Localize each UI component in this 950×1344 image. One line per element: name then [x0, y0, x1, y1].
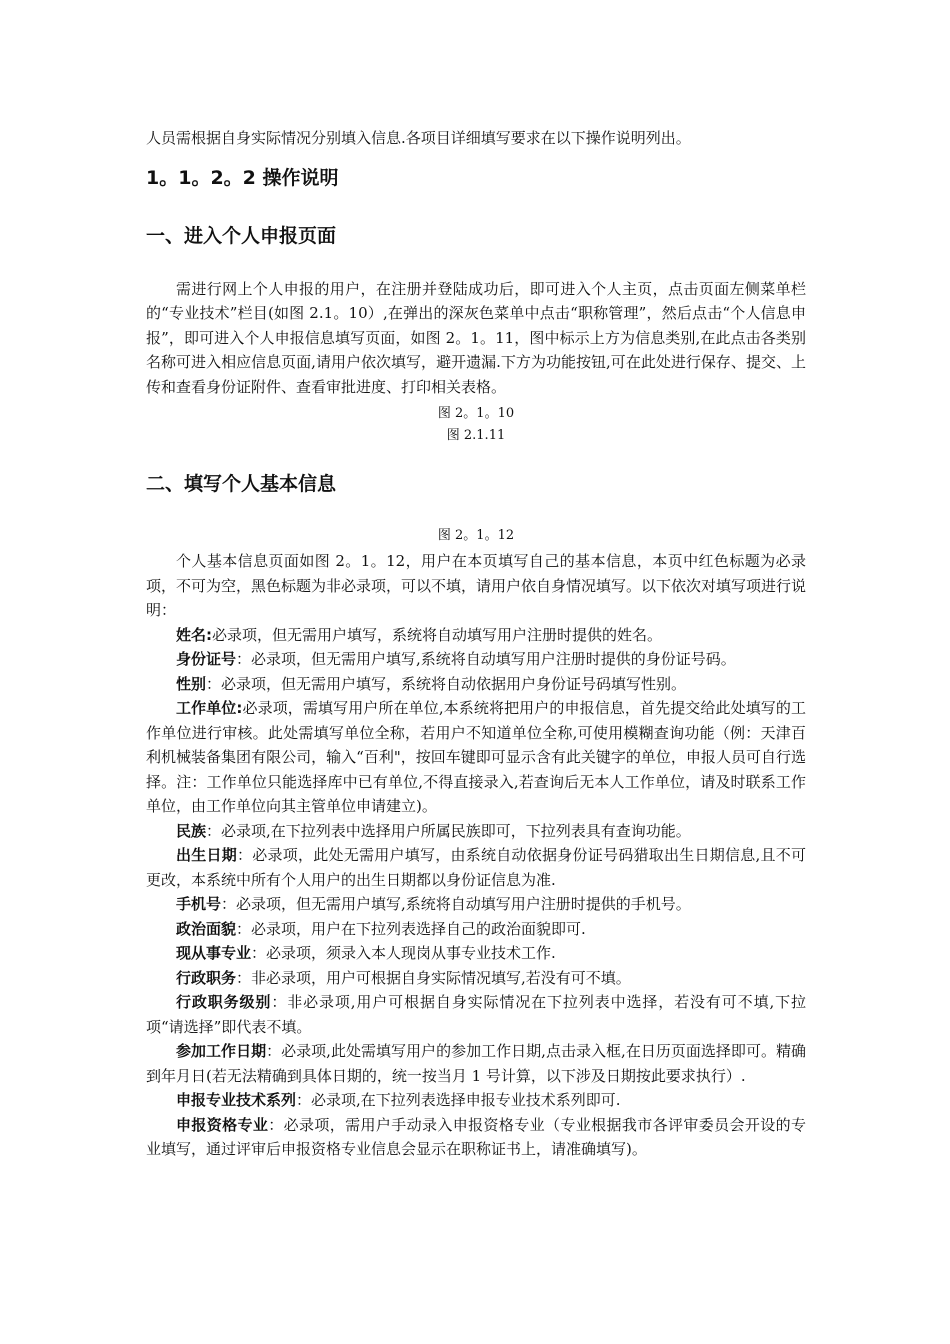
field-term: 申报专业技术系列 [176, 1091, 297, 1109]
list-item [146, 990, 806, 1039]
list-item [146, 623, 806, 648]
field-term: 行政职务级别 [176, 993, 272, 1011]
field-term: 参加工作日期 [176, 1042, 267, 1060]
field-desc: 必录项，但无需用户填写，系统将自动填写用户注册时提供的姓名。 [212, 625, 663, 644]
field-desc: ：必录项,此处需填写用户的参加工作日期,点击录入框,在日历页面选择即可。精确到年月日(若无法精确到具体日期的，统一按当月 1 号计算，以下涉及日期按此要求执行）. [146, 1042, 806, 1085]
figure-caption-2-1-10: 图 2。1。10 [437, 406, 515, 421]
section-2-paragraph: 个人基本信息页面如图 2。1。12，用户在本页填写自己的基本信息，本页中红色标题为必录项，不可为空，黑色标题为非必录项，可以不填，请用户依自身情况填写。以下依次对填写项进行说明： [146, 552, 807, 619]
field-desc: 必录项，需填写用户所在单位,本系统将把用户的申报信息，首先提交给此处填写的工作单位进行审核。此处需填写单位全称，若用户不知道单位全称,可使用模糊查询功能（例：天津百利机械装备集团有限公司，输入“百利"，按回车键即可显示含有此关键字的单位，申报人员可自行选择。注：工作单位只能选择库中已有单位,不得直接录入,若查询后无本人工作单位，请及时联系工作单位，由工作单位向其主管单位申请建立)。 [146, 699, 806, 815]
list-item [146, 1113, 806, 1162]
field-term: 手机号 [176, 895, 222, 913]
field-desc: ：必录项，但无需用户填写,系统将自动填写用户注册时提供的手机号。 [221, 895, 691, 913]
document-page [146, 126, 806, 1162]
intro-paragraph: 人员需根据自身实际情况分别填入信息.各项目详细填写要求在以下操作说明列出。 [146, 129, 691, 147]
field-desc: ：必录项，用户在下拉列表选择自己的政治面貌即可. [236, 919, 586, 938]
list-item [146, 941, 806, 966]
field-term: 性别 [176, 674, 207, 693]
section-1-paragraph: 需进行网上个人申报的用户，在注册并登陆成功后，即可进入个人主页，点击页面左侧菜单栏的“专业技术”栏目(如图 2.1。10）,在弹出的深灰色菜单中点击“职称管理”，然后点击“个人信息申报”，即可进入个人申报信息填写页面，如图 2。1。11，图中标示上方为信息类别,在此点击各类别名称可进入相应信息页面,请用户依次填写，避开遗漏.下方为功能按钮,可在此处进行保存、提交、上传和查看身份证附件、查看审批进度、打印相关表格。 [146, 279, 806, 396]
list-item [146, 1039, 806, 1088]
list-item [146, 819, 806, 844]
section-heading-operation: 1。1。2。2 操作说明 [146, 166, 339, 189]
list-item [146, 1088, 806, 1113]
field-description-list [146, 623, 806, 1162]
field-desc: ：非必录项,用户可根据自身实际情况在下拉列表中选择，若没有可不填,下拉项“请选择”即代表不填。 [146, 993, 806, 1036]
list-item [146, 892, 806, 917]
figure-caption-2-1-12: 图 2。1。12 [437, 528, 515, 543]
section-1-title: 一、进入个人申报页面 [146, 224, 337, 247]
field-term: 民族 [176, 821, 207, 840]
figure-caption-2-1-11: 图 2.1.11 [446, 428, 506, 443]
field-term: 行政职务 [176, 968, 237, 987]
list-item [146, 966, 806, 991]
field-desc: ：非必录项，用户可根据自身实际情况填写,若没有可不填。 [236, 968, 631, 987]
section-2-title: 二、填写个人基本信息 [146, 473, 337, 495]
field-term: 政治面貌 [176, 919, 237, 938]
list-item [146, 917, 806, 942]
list-item [146, 696, 806, 819]
list-item [146, 672, 806, 697]
list-item [146, 843, 806, 892]
field-term: 申报资格专业 [176, 1115, 269, 1134]
field-term: 出生日期 [176, 846, 237, 864]
field-desc: ：必录项，但无需用户填写,系统将自动填写用户注册时提供的身份证号码。 [236, 650, 736, 668]
field-desc: ：必录项，需用户手动录入申报资格专业（专业根据我市各评审委员会开设的专业填写，通过评审后申报资格专业信息会显示在职称证书上，请准确填写)。 [146, 1115, 806, 1158]
field-term: 身份证号 [176, 650, 237, 668]
field-term: 工作单位: [176, 699, 243, 717]
field-term: 现从事专业 [176, 944, 252, 962]
list-item [146, 647, 806, 672]
field-desc: ：必录项，但无需用户填写，系统将自动依据用户身份证号码填写性别。 [206, 674, 687, 693]
field-term: 姓名: [176, 625, 212, 644]
field-desc: ：必录项，此处无需用户填写，由系统自动依据身份证号码猎取出生日期信息,且不可更改，本系统中所有个人用户的出生日期都以身份证信息为准. [146, 846, 806, 889]
field-desc: ：必录项,在下拉列表选择申报专业技术系列即可. [296, 1091, 621, 1109]
field-desc: ：必录项，须录入本人现岗从事专业技术工作. [251, 944, 556, 962]
field-desc: ：必录项,在下拉列表中选择用户所属民族即可，下拉列表具有查询功能。 [206, 821, 691, 840]
